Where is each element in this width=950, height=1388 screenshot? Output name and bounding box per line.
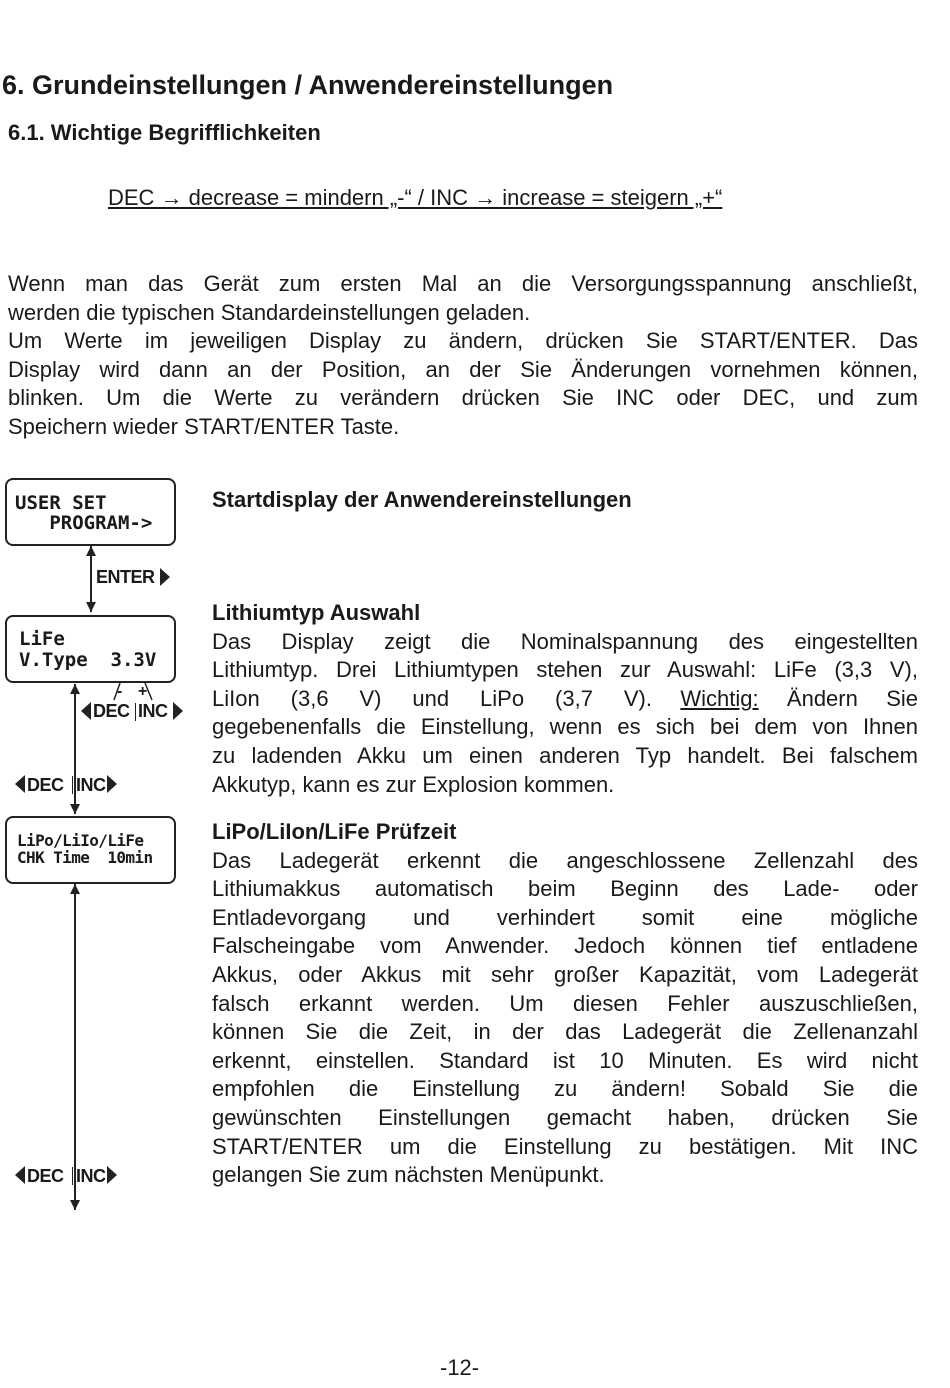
section-title: Lithiumtyp Auswahl: [212, 600, 421, 625]
section-startdisplay: [212, 486, 918, 515]
text-line: falsch erkannt werden. Um diesen Fehler auszuschließen,: [212, 990, 918, 1016]
text-line: Lithiumakkus automatisch beim Beginn des Lade- oder: [212, 876, 918, 902]
section-lithium-type: [212, 599, 918, 799]
important-label: Wichtig:: [680, 685, 759, 711]
enter-arrow-icon: [160, 568, 170, 586]
text-line: [212, 685, 918, 714]
dec-key-label: DEC: [27, 775, 64, 795]
lcd-line-2: V.Type 3.3V: [19, 649, 157, 671]
arrow-down-icon: [86, 602, 96, 612]
definition-line: DEC → decrease = mindern „-“ / INC → increase = steigern „+“: [108, 185, 723, 210]
dec-arrow-icon: [15, 1166, 25, 1184]
section-title: Startdisplay der Anwendereinstellungen: [212, 487, 632, 512]
text-line: erkennt, einstellen. Standard ist 10 Minuten. Es wird nicht: [212, 1047, 918, 1073]
arrow-up-icon: [70, 684, 80, 694]
inc-arrow-icon: [107, 775, 117, 793]
lcd-user-set: [5, 478, 176, 546]
text-line: Falscheingabe vom Anwender. Jedoch können tief entladene: [212, 933, 918, 959]
dec-arrow-icon: [15, 775, 25, 793]
lcd-line-1: USER SET: [15, 492, 107, 514]
text-line: Das Display zeigt die Nominalspannung des eingestellten: [212, 628, 918, 654]
page-number: -12-: [440, 1355, 480, 1380]
text-line: Akkus, oder Akkus mit sehr großer Kapazität, vom Ladegerät: [212, 961, 918, 987]
plus-label: +: [138, 683, 147, 700]
inc-arrow-icon: [173, 702, 183, 720]
intro-line: Um Werte im jeweiligen Display zu ändern, drücken Sie START/ENTER. Das: [8, 328, 918, 354]
key-divider: [72, 1167, 73, 1185]
arrow-up-icon: [86, 546, 96, 556]
text-line: Das Ladegerät erkennt die angeschlossene Zellenzahl des: [212, 847, 918, 873]
arrow-down-icon: [70, 1200, 80, 1210]
minus-label: -: [117, 683, 122, 700]
text-line: Lithiumtyp. Drei Lithiumtypen stehen zur Auswahl: LiFe (3,3 V),: [212, 657, 918, 683]
word: (3,6: [290, 685, 329, 711]
word: V).: [623, 685, 652, 711]
word: (3,7: [555, 685, 593, 711]
lcd-check-time: [5, 816, 176, 884]
inc-arrow-icon: [107, 1166, 117, 1184]
word: LiPo: [480, 685, 525, 711]
text-line: gelangen Sie zum nächsten Menüpunkt.: [212, 1162, 605, 1188]
text-line: können Sie die Zeit, in der das Ladegerät die Zellenanzahl: [212, 1019, 918, 1045]
word: LiIon: [212, 685, 260, 711]
word: und: [412, 685, 450, 711]
enter-key-label: ENTER: [96, 567, 155, 587]
lcd-line-2: CHK Time 10min: [17, 848, 153, 867]
arrow-down-icon: [70, 804, 80, 814]
inc-key-label: INC: [76, 1166, 106, 1186]
arrow-up-icon: [70, 884, 80, 894]
word: V): [359, 685, 382, 711]
text-line: Akkutyp, kann es zur Explosion kommen.: [212, 771, 615, 797]
word: Sie: [886, 685, 918, 711]
word: Ändern: [786, 685, 858, 711]
intro-line: Speichern wieder START/ENTER Taste.: [8, 413, 400, 439]
text-line: zu ladenden Akku um einen anderen Typ handelt. Bei falschem: [212, 742, 918, 768]
section-title: LiPo/LiIon/LiFe Prüfzeit: [212, 819, 457, 844]
lcd-lithium-type: [5, 615, 176, 683]
text-line-part: [212, 685, 652, 714]
key-divider: [135, 703, 136, 721]
intro-line: Wenn man das Gerät zum ersten Mal an die Versorgungsspannung anschließt,: [8, 271, 918, 296]
dec-key-label: DEC: [27, 1166, 64, 1186]
section-check-time: [212, 818, 918, 1190]
text-line: empfohlen die Einstellung zu ändern! Sobald Sie die: [212, 1076, 918, 1102]
intro-line: werden die typischen Standardeinstellungen geladen.: [8, 299, 531, 325]
dec-arrow-icon: [81, 702, 91, 720]
key-divider: [72, 776, 73, 794]
lcd-line-1: LiPo/LiIo/LiFe: [17, 831, 144, 850]
lcd-line-1: LiFe: [19, 628, 65, 650]
text-line: gewünschten Einstellungen gemacht haben, drücken Sie: [212, 1104, 918, 1130]
text-line: START/ENTER um die Einstellung zu bestätigen. Mit INC: [212, 1133, 918, 1159]
text-line: gegebenenfalls die Einstellung, wenn es sich bei dem von Ihnen: [212, 714, 918, 740]
dec-key-label: DEC: [93, 701, 130, 721]
lcd-line-2: PROGRAM->: [15, 512, 153, 534]
page-title: 6. Grundeinstellungen / Anwendereinstellungen: [2, 70, 614, 100]
intro-line: blinken. Um die Werte zu verändern drücken Sie INC oder DEC, und zum: [8, 385, 918, 411]
text-line: Entladevorgang und verhindert somit eine mögliche: [212, 904, 918, 930]
inc-key-label: INC: [138, 701, 168, 721]
inc-key-label: INC: [76, 775, 106, 795]
intro-line: Display wird dann an der Position, an der Sie Änderungen vornehmen können,: [8, 356, 918, 382]
section-subtitle: 6.1. Wichtige Begrifflichkeiten: [8, 120, 321, 145]
